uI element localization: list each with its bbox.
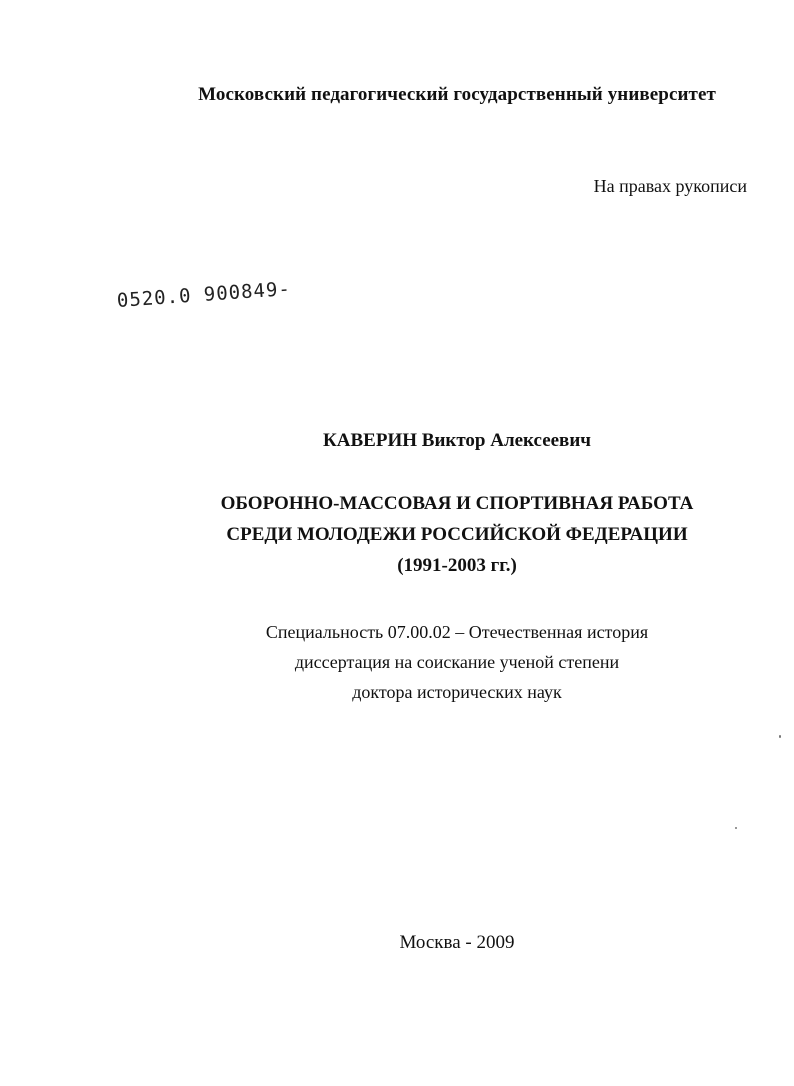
author-name: КАВЕРИН Виктор Алексеевич <box>323 430 591 451</box>
title-line-1: ОБОРОННО-МАССОВАЯ И СПОРТИВНАЯ РАБОТА <box>220 493 694 514</box>
title-line-3: (1991-2003 гг.) <box>397 555 517 576</box>
degree-line: доктора исторических наук <box>352 682 562 702</box>
specialty-line: Специальность 07.00.02 – Отечественная история <box>265 622 649 642</box>
library-stamp-code: 0520.0 900849- <box>116 277 292 312</box>
manuscript-note: На правах рукописи <box>593 176 747 196</box>
scan-speck <box>779 735 781 738</box>
dissertation-title <box>0 488 794 581</box>
dissertation-line: диссертация на соискание ученой степени <box>294 652 620 672</box>
title-line-2: СРЕДИ МОЛОДЕЖИ РОССИЙСКОЙ ФЕДЕРАЦИИ <box>226 524 688 545</box>
dissertation-meta <box>0 617 794 707</box>
scan-speck <box>735 827 737 829</box>
city-year: Москва - 2009 <box>399 932 515 953</box>
university-name: Московский педагогический государственный университет <box>198 84 716 105</box>
